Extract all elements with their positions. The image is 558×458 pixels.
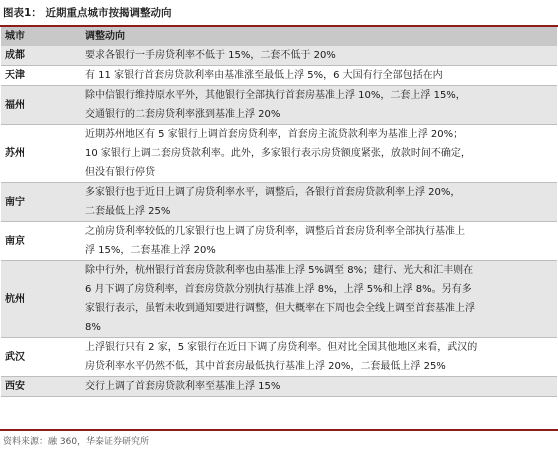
trend-cell [81, 66, 557, 86]
city-cell: 成都 [1, 46, 81, 66]
table-row [1, 222, 557, 261]
trend-cell [81, 125, 557, 183]
source-note: 资料来源：融 360，华泰证券研究所 [3, 437, 150, 447]
trend-cell [81, 261, 557, 338]
trend-line: 8% [85, 322, 101, 333]
trend-cell [81, 222, 557, 261]
table-row [1, 125, 557, 183]
column-header-city: 城市 [1, 27, 81, 46]
city-cell: 福州 [1, 86, 81, 125]
trend-line: 10 家银行上调二套房贷款利率。此外，多家银行表示房贷额度紧张，放款时间不确定， [85, 148, 471, 159]
trend-cell [81, 46, 557, 66]
trend-line: 浮 15%，二套基准上浮 20% [85, 245, 216, 256]
trend-line: 6 月下调了房贷利率，首套房贷款分别执行基准上浮 8%，上浮 5%和上浮 8%。另有多 [85, 284, 472, 295]
city-cell: 西安 [1, 377, 81, 397]
city-cell: 天津 [1, 66, 81, 86]
trend-cell [81, 86, 557, 125]
trend-line: 家银行表示，虽暂未收到通知要进行调整，但大概率在下周也会全线上调至首套基准上浮 [85, 303, 475, 314]
trend-cell [81, 377, 557, 397]
trend-cell [81, 338, 557, 377]
table-row [1, 86, 557, 125]
city-cell: 南京 [1, 222, 81, 261]
figure-title: 图表1： 近期重点城市按揭调整动向 [3, 7, 172, 19]
trend-line: 二套最低上浮 25% [85, 206, 171, 217]
trend-line: 除中信银行维持原水平外，其他银行全部执行首套房基准上浮 10%，二套上浮 15%， [85, 90, 466, 101]
table-row [1, 46, 557, 66]
trend-cell [81, 183, 557, 222]
trend-line: 但没有银行停贷 [85, 167, 155, 178]
trend-line: 多家银行也于近日上调了房贷利率水平，调整后，各银行首套房贷款利率上浮 20%， [85, 187, 461, 198]
column-header-trend: 调整动向 [81, 27, 557, 46]
trend-line: 房贷利率水平仍然不低，其中首套房最低执行基准上浮 20%，二套最低上浮 25% [85, 361, 446, 372]
bottom-divider [0, 429, 558, 431]
trend-line: 要求各银行一手房贷利率不低于 15%，二套不低于 20% [85, 50, 336, 61]
trend-line: 上浮银行只有 2 家，5 家银行在近日下调了房贷利率。但对比全国其他地区来看，武汉的 [85, 342, 478, 353]
table-row [1, 338, 557, 377]
city-cell: 武汉 [1, 338, 81, 377]
trend-line: 除中行外，杭州银行首套房贷款利率也由基准上浮 5%调至 8%；建行、光大和汇丰则在 [85, 265, 474, 276]
city-adjustment-table [1, 27, 557, 397]
city-cell: 苏州 [1, 125, 81, 183]
table-header-row [1, 27, 557, 46]
trend-line: 之前房贷利率较低的几家银行也上调了房贷利率，调整后首套房贷利率全部执行基准上 [85, 226, 465, 237]
table-row [1, 377, 557, 397]
city-cell: 杭州 [1, 261, 81, 338]
trend-line: 有 11 家银行首套房贷款利率由基准涨至最低上浮 5%，6 大国有行全部包括在内 [85, 70, 443, 81]
table-body [1, 46, 557, 397]
table-row [1, 183, 557, 222]
table-row [1, 261, 557, 338]
trend-line: 交行上调了首套房贷款利率至基准上浮 15% [85, 381, 281, 392]
trend-line: 交通银行的二套房贷利率涨到基准上浮 20% [85, 109, 281, 120]
city-cell: 南宁 [1, 183, 81, 222]
table-row [1, 66, 557, 86]
trend-line: 近期苏州地区有 5 家银行上调首套房贷利率，首套房主流贷款利率为基准上浮 20%； [85, 129, 464, 140]
